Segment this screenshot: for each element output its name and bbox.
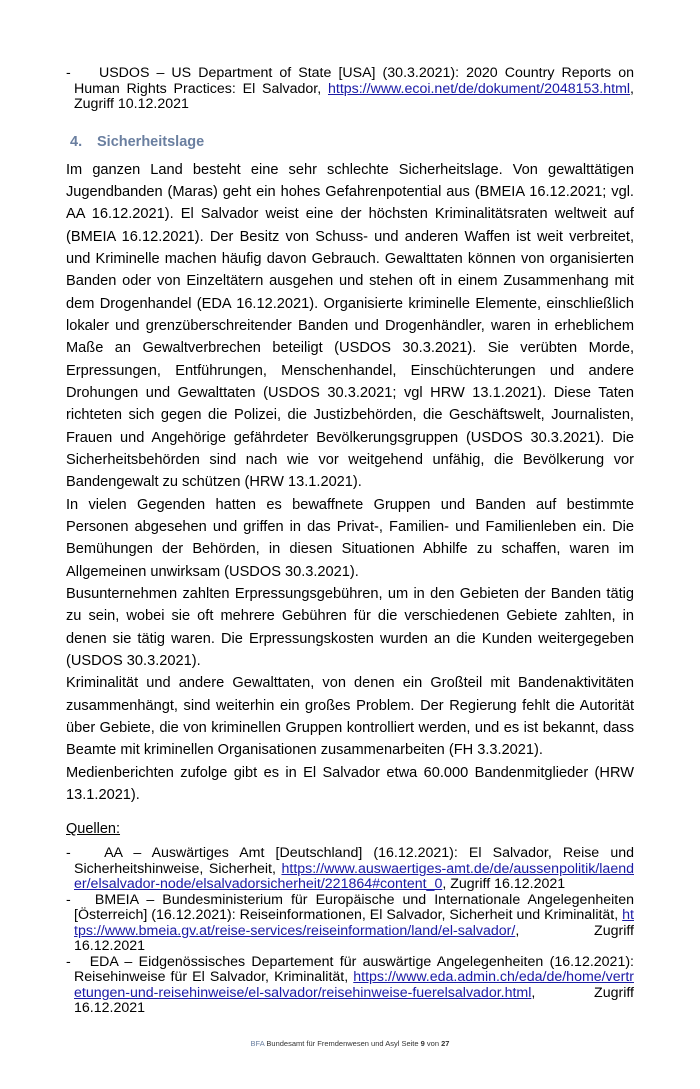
- source-link[interactable]: https://www.auswaertiges-amt.de/de/aussenpolitik/laender/elsalvador-node/elsalvadorsicherheit/221864#content_0: [74, 860, 634, 893]
- paragraph: Busunternehmen zahlten Erpressungsgebühren, um in den Gebieten der Banden tätig zu sein, wobei sie oft mehrere Gebühren für die verschiedenen Gebiete zahlten, in denen sie tätig waren. Die Erpressungskosten wurden an die Kunden weitergegeben (USDOS 30.3.2021).: [66, 586, 634, 670]
- page-footer: [66, 1039, 634, 1049]
- source-text: BMEIA – Bundesministerium für Europäische und Internationale Angelegenheiten [Österreich] (16.12.2021): Reiseinformationen, El Salvador, Sicherheit und Kriminalität,: [74, 891, 634, 924]
- source-suffix: , Zugriff 10.12.2021: [74, 80, 634, 112]
- source-text: USDOS – US Department of State [USA] (30.3.2021): 2020 Country Reports on Human Rights Practices: El Salvador,: [74, 65, 634, 97]
- paragraph: Medienberichten zufolge gibt es in El Salvador etwa 60.000 Bandenmitglieder (HRW 13.1.2021).: [66, 764, 634, 804]
- source-item: - BMEIA – Bundesministerium für Europäische und Internationale Angelegenheiten [Österreich] (16.12.2021): Reiseinformationen, El Salvador, Sicherheit und Kriminalität, https://www.bmeia.gv.at/reise-services/reiseinformation/land/el-salvador/, Zugriff 16.12.2021: [66, 891, 634, 955]
- heading-number: 4.: [70, 133, 83, 150]
- paragraph: In vielen Gegenden hatten es bewaffnete Gruppen und Banden auf bestimmte Personen abgesehen und griffen in das Privat-, Familien- und Familienleben ein. Die Bemühungen der Behörden, in diesen Situationen Abhilfe zu schaffen, waren im Allgemeinen unwirksam (USDOS 30.3.2021).: [66, 496, 634, 580]
- source-item: - USDOS – US Department of State [USA] (30.3.2021): 2020 Country Reports on Human Rights Practices: El Salvador, https://www.ecoi.net/de/dokument/2048153.html, Zugriff 10.12.2021: [66, 65, 634, 112]
- page-total: 27: [441, 1038, 450, 1048]
- source-item: - AA – Auswärtiges Amt [Deutschland] (16.12.2021): El Salvador, Reise und Sicherheitshinweise, Sicherheit, https://www.auswaertiges-amt.de/de/aussenpolitik/laender/elsalvador-node/elsalvadorsicherheit/221864#content_0, Zugriff 16.12.2021: [66, 845, 634, 893]
- heading-title: Sicherheitslage: [97, 133, 205, 150]
- source-suffix: , Zugriff 16.12.2021: [74, 984, 634, 1017]
- source-item: - EDA – Eidgenössisches Departement für auswärtige Angelegenheiten (16.12.2021): Reisehinweise für El Salvador, Kriminalität, https://www.eda.admin.ch/eda/de/home/vertretungen-und-reisehinweise/el-salvador/reisehinweise-fuerelsalvador.html, Zugriff 16.12.2021: [66, 953, 634, 1017]
- top-source: [66, 66, 634, 113]
- footer-brand: BFA: [250, 1038, 265, 1048]
- paragraph: Im ganzen Land besteht eine sehr schlechte Sicherheitslage. Von gewalttätigen Jugendbanden (Maras) geht ein hohes Gefahrenpotential aus (BMEIA 16.12.2021; vgl. AA 16.12.2021). El Salvador weist eine der höchsten Kriminalitätsraten weltweit auf (BMEIA 16.12.2021). Der Besitz von Schuss- und anderen Waffen ist weit verbreitet, und Kriminelle machen häufig davon Gebrauch. Gewalttaten können von organisierten Banden oder von Einzeltätern ausgehen und stehen oft in einem Zusammenhang mit dem Drogenhandel (EDA 16.12.2021). Organisierte kriminelle Elemente, einschließlich lokaler und grenzüberschreitender Banden und Drogenhändler, waren in erheblichem Maße an Gewaltverbrechen beteiligt (USDOS 30.3.2021). Sie verübten Morde, Erpressungen, Entführungen, Menschenhandel, Einschüchterungen und andere Drohungen und Gewalttaten (USDOS 30.3.2021; vgl HRW 13.1.2021). Diese Taten richteten sich gegen die Polizei, die Justizbehörden, die Geschäftswelt, Journalisten, Frauen und Angehörige gefährdeter Bevölkerungsgruppen (USDOS 30.3.2021). Die Sicherheitsbehörden sind nach wie vor weitgehend unfähig, die Bevölkerung vor Bandengewalt zu schützen (HRW 13.1.2021).: [66, 161, 634, 491]
- source-text: AA – Auswärtiges Amt [Deutschland] (16.12.2021): El Salvador, Reise und Sicherheitshinweise, Sicherheit,: [74, 845, 634, 877]
- section-heading: [70, 133, 634, 151]
- sources-label: Quellen:: [66, 821, 121, 838]
- body-text: [66, 159, 634, 807]
- footer-sep: von: [424, 1038, 442, 1048]
- source-link[interactable]: https://www.eda.admin.ch/eda/de/home/vertretungen-und-reisehinweise/el-salvador/reisehinweise-fuerelsalvador.html: [74, 969, 634, 1001]
- source-suffix: , Zugriff 16.12.2021: [442, 876, 566, 893]
- sources-list: [66, 846, 634, 1017]
- source-suffix: , Zugriff 16.12.2021: [74, 922, 634, 955]
- page-number: 9: [420, 1038, 425, 1048]
- paragraph: Kriminalität und andere Gewalttaten, von denen ein Großteil mit Bandenaktivitäten zusammenhängt, sind weiterhin ein großes Problem. Der Regierung fehlt die Autorität über Gebiete, die von kriminellen Gruppen kontrolliert werden, und es ist bekannt, dass Beamte mit kriminellen Organisationen zusammenarbeiten (FH 3.3.2021).: [66, 675, 634, 759]
- source-text: EDA – Eidgenössisches Departement für auswärtige Angelegenheiten (16.12.2021): Reisehinweise für El Salvador, Kriminalität,: [74, 953, 634, 986]
- source-link[interactable]: https://www.ecoi.net/de/dokument/2048153.html: [327, 80, 631, 97]
- source-link[interactable]: https://www.bmeia.gv.at/reise-services/reiseinformation/land/el-salvador/: [74, 907, 634, 939]
- footer-org: Bundesamt für Fremdenwesen und Asyl Seite: [264, 1038, 421, 1048]
